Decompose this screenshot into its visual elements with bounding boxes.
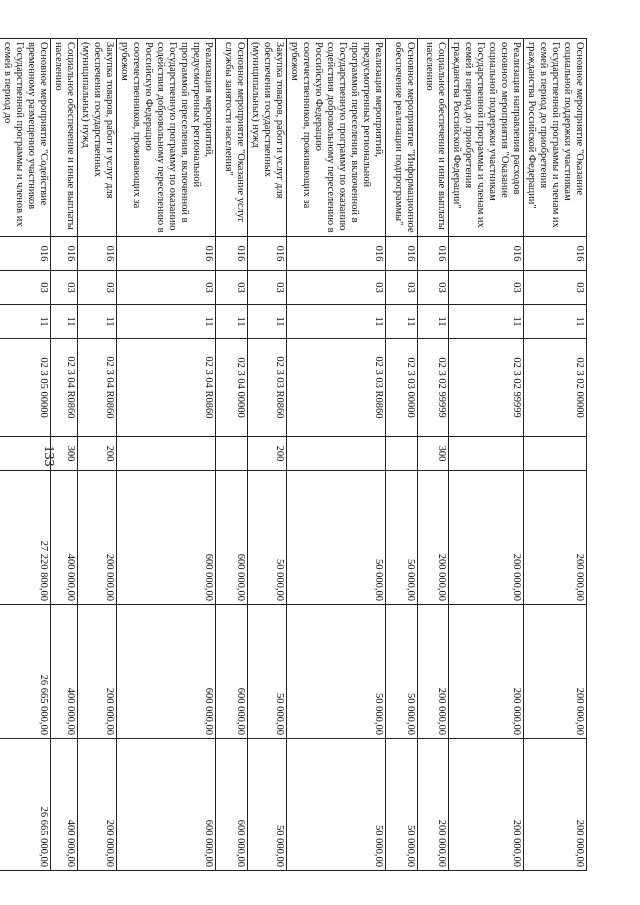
cell-amount-1: 200 000,00 [449,471,524,605]
cell-amount-2: 26 665 000,00 [0,605,51,739]
cell-name: Социальное обеспечение и иные выплаты населению [418,39,449,237]
cell-amount-1: 600 000,00 [117,471,216,605]
cell-ministry: 016 [287,237,386,271]
cell-name: Основное мероприятие "Информационное обеспечение реализации подпрограммы" [386,39,418,237]
cell-target-article: 02 3 04 R0860 [78,339,117,437]
cell-amount-2: 50 000,00 [386,605,418,739]
cell-amount-2: 50 000,00 [248,605,287,739]
cell-amount-3: 600 000,00 [216,739,248,871]
cell-amount-1: 27 220 800,00 [0,471,51,605]
cell-amount-1: 200 000,00 [78,471,117,605]
cell-subsection: 11 [248,305,287,339]
cell-ministry: 016 [216,237,248,271]
cell-expense-type [216,437,248,471]
cell-expense-type: 200 [78,437,117,471]
cell-ministry: 016 [418,237,449,271]
cell-section: 03 [117,271,216,305]
table-row [524,39,587,871]
table-row [78,39,117,871]
cell-target-article: 02 3 04 00000 [216,339,248,437]
cell-amount-3: 50 000,00 [248,739,287,871]
cell-section: 03 [386,271,418,305]
cell-amount-1: 400 000,00 [51,471,78,605]
budget-table [0,38,587,871]
table-row [386,39,418,871]
cell-ministry: 016 [524,237,587,271]
budget-table-body [0,39,587,871]
cell-section: 03 [449,271,524,305]
cell-expense-type: 200 [248,437,287,471]
cell-target-article: 02 3 02 00000 [524,339,587,437]
cell-amount-3: 26 665 000,00 [0,739,51,871]
cell-ministry: 016 [78,237,117,271]
cell-section: 03 [287,271,386,305]
cell-name: Реализация мероприятий, предусмотренных региональной программой переселения, включенной в Государственную программу по оказанию содействия добровольному переселению в Российскую Федерацию соотечественников, проживающих за рубежом [117,39,216,237]
cell-name: Основное мероприятие "Оказание социальной поддержки участникам Государственной программы и членам их семей в период до приобретения гражданства Российской Федерации" [524,39,587,237]
cell-subsection: 11 [0,305,51,339]
cell-name: Закупка товаров, работ и услуг для обеспечения государственных (муниципальных) нужд [248,39,287,237]
cell-amount-3: 200 000,00 [78,739,117,871]
table-row [0,39,51,871]
cell-subsection: 11 [51,305,78,339]
cell-section: 03 [248,271,287,305]
cell-expense-type [449,437,524,471]
cell-target-article: 02 3 03 R0860 [248,339,287,437]
table-row [51,39,78,871]
cell-section: 03 [418,271,449,305]
cell-amount-3: 600 000,00 [117,739,216,871]
cell-amount-1: 50 000,00 [386,471,418,605]
table-row [449,39,524,871]
page-number: 133 [41,445,56,467]
cell-ministry: 016 [248,237,287,271]
cell-amount-2: 200 000,00 [449,605,524,739]
cell-amount-1: 200 000,00 [418,471,449,605]
cell-expense-type [0,437,51,471]
cell-section: 03 [0,271,51,305]
cell-subsection: 11 [78,305,117,339]
cell-target-article: 02 3 02 99999 [449,339,524,437]
cell-section: 03 [216,271,248,305]
cell-amount-3: 200 000,00 [524,739,587,871]
cell-amount-2: 600 000,00 [117,605,216,739]
cell-expense-type: 300 [418,437,449,471]
cell-target-article: 02 3 04 R0860 [51,339,78,437]
cell-target-article: 02 3 03 R0860 [287,339,386,437]
table-row [117,39,216,871]
table-row [216,39,248,871]
cell-expense-type: 300 [51,437,78,471]
cell-name: Основное мероприятие "Оказание услуг службы занятости населения" [216,39,248,237]
cell-target-article: 02 3 03 00000 [386,339,418,437]
cell-target-article: 02 3 05 00000 [0,339,51,437]
cell-expense-type [287,437,386,471]
cell-amount-2: 400 000,00 [51,605,78,739]
cell-amount-2: 200 000,00 [78,605,117,739]
cell-expense-type [117,437,216,471]
cell-amount-2: 200 000,00 [524,605,587,739]
cell-ministry: 016 [51,237,78,271]
table-row [248,39,287,871]
cell-ministry: 016 [0,237,51,271]
cell-expense-type [386,437,418,471]
cell-subsection: 11 [418,305,449,339]
cell-amount-3: 50 000,00 [287,739,386,871]
cell-name: Основное мероприятие "Содействие временному размещению участников Государственной программы и членов их семей в период до [0,39,51,237]
cell-amount-3: 50 000,00 [386,739,418,871]
cell-subsection: 11 [524,305,587,339]
table-row [287,39,386,871]
cell-amount-1: 600 000,00 [216,471,248,605]
cell-amount-1: 50 000,00 [248,471,287,605]
cell-name: Социальное обеспечение и иные выплаты населению [51,39,78,237]
cell-section: 03 [78,271,117,305]
cell-subsection: 11 [287,305,386,339]
cell-target-article: 02 3 04 R0860 [117,339,216,437]
cell-amount-3: 200 000,00 [418,739,449,871]
cell-section: 03 [51,271,78,305]
table-row [418,39,449,871]
cell-expense-type [524,437,587,471]
cell-name: Реализация направления расходов основного мероприятия "Оказание социальной поддержки участникам Государственной программы и членам их семей в период до приобретения гражданства Российской Федерации" [449,39,524,237]
cell-name: Реализация мероприятий, предусмотренных региональной программой переселения, включенной в Государственную программу по оказанию содействия добровольному переселению в Российскую Федерацию соотечественников, проживающих за рубежом [287,39,386,237]
cell-amount-2: 600 000,00 [216,605,248,739]
cell-section: 03 [524,271,587,305]
cell-subsection: 11 [117,305,216,339]
cell-subsection: 11 [386,305,418,339]
cell-amount-2: 200 000,00 [418,605,449,739]
cell-amount-1: 200 000,00 [524,471,587,605]
cell-amount-2: 50 000,00 [287,605,386,739]
cell-ministry: 016 [386,237,418,271]
cell-subsection: 11 [449,305,524,339]
cell-ministry: 016 [449,237,524,271]
cell-name: Закупка товаров, работ и услуг для обеспечения государственных (муниципальных) нужд [78,39,117,237]
cell-amount-3: 200 000,00 [449,739,524,871]
cell-target-article: 02 3 02 99999 [418,339,449,437]
cell-amount-3: 400 000,00 [51,739,78,871]
cell-amount-1: 50 000,00 [287,471,386,605]
cell-ministry: 016 [117,237,216,271]
cell-subsection: 11 [216,305,248,339]
